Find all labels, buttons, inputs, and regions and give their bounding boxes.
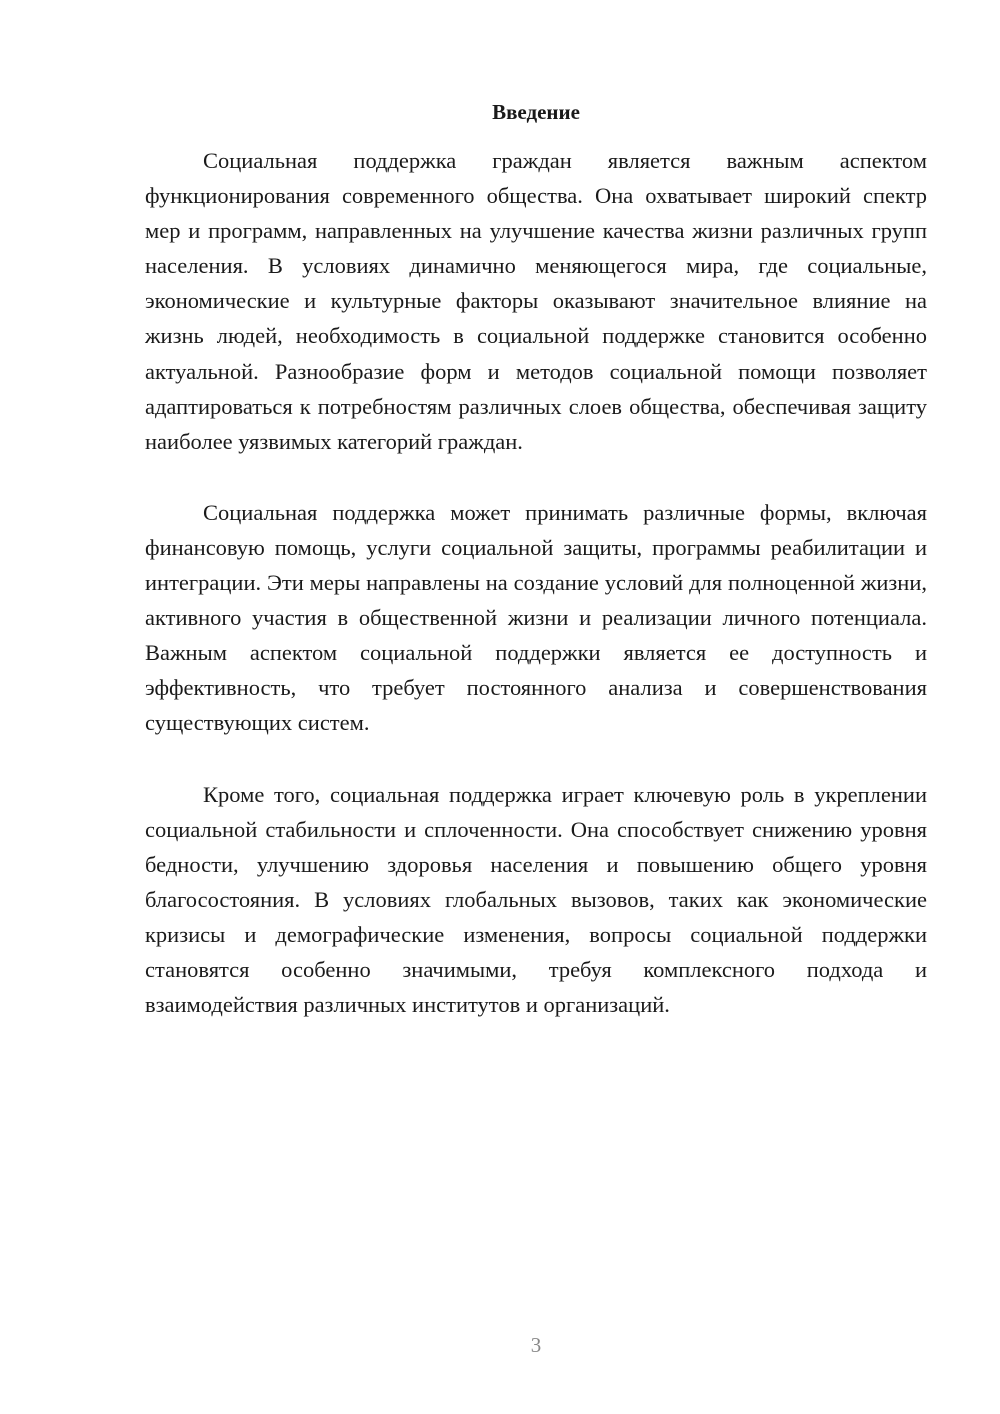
paragraph-1: Социальная поддержка граждан является важным аспектом функционирования современного общества. Она охватывает широкий спектр мер и программ, направленных на улучшение качества жизни различных групп населения. В условиях динамично меняющегося мира, где социальные, экономические и культурные факторы оказывают значительное влияние на жизнь людей, необходимость в социальной поддержке становится особенно актуальной. Разнообразие форм и методов социальной помощи позволяет адаптироваться к потребностям различных слоев общества, обеспечивая защиту наиболее уязвимых категорий граждан.	[145, 148, 927, 454]
paragraph-2: Социальная поддержка может принимать различные формы, включая финансовую помощь, услуги социальной защиты, программы реабилитации и интеграции. Эти меры направлены на создание условий для полноценной жизни, активного участия в общественной жизни и реализации личного потенциала. Важным аспектом социальной поддержки является ее доступность и эффективность, что требует постоянного анализа и совершенствования существующих систем.	[145, 499, 927, 736]
paragraph-3: Кроме того, социальная поддержка играет ключевую роль в укреплении социальной стабильности и сплоченности. Она способствует снижению уровня бедности, улучшению здоровья населения и повышению общего уровня благосостояния. В условиях глобальных вызовов, таких как экономические кризисы и демографические изменения, вопросы социальной поддержки становятся особенно значимыми, требуя комплексного подхода и взаимодействия различных институтов и организаций.	[145, 781, 927, 1018]
body-text	[145, 143, 927, 1058]
page-number: 3	[530, 1333, 542, 1357]
section-heading: Введение	[492, 100, 580, 124]
